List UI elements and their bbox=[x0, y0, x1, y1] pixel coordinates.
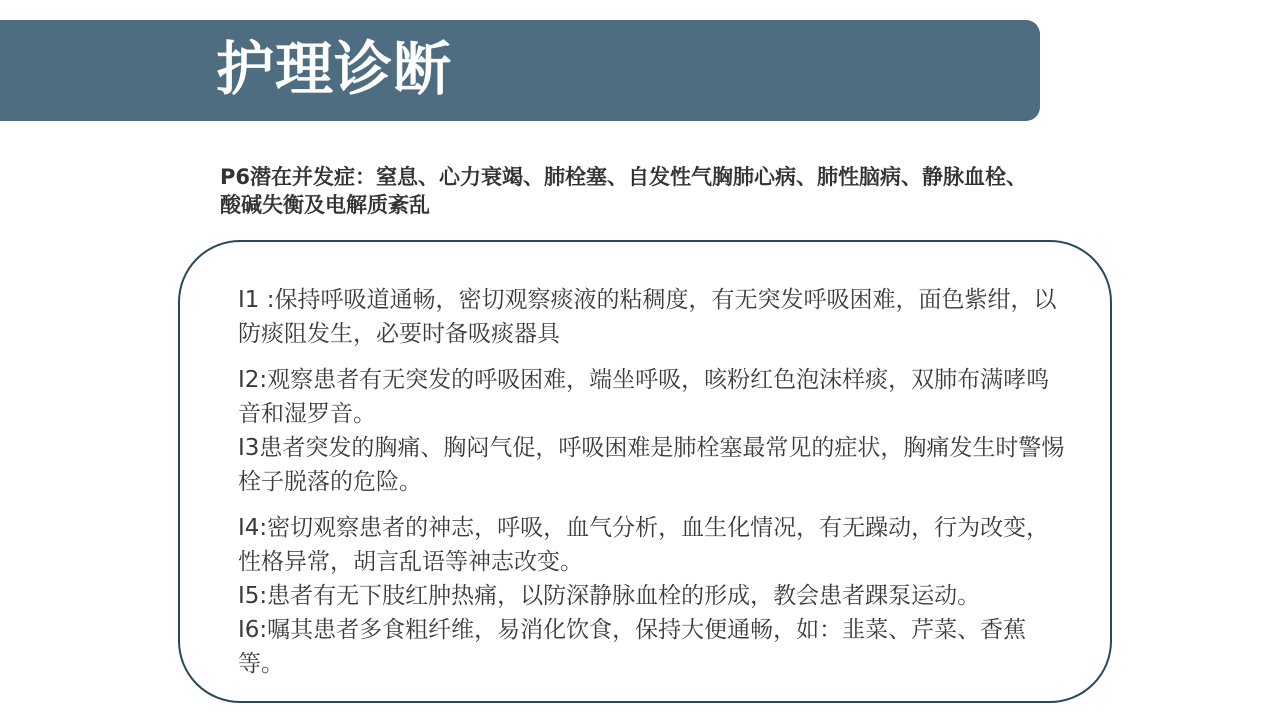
intervention-item-3: I3患者突发的胸痛、胸闷气促，呼吸困难是肺栓塞最常见的症状，胸痛发生时警惕栓子脱落的危险。 bbox=[238, 435, 1065, 495]
slide-title: 护理诊断 bbox=[216, 35, 453, 103]
diagnosis-subtitle: P6潜在并发症：窒息、心力衰竭、肺栓塞、自发性气胸肺心病、肺性脑病、静脉血栓、酸碱失衡及电解质紊乱 bbox=[220, 165, 1027, 217]
intervention-item-5: I5:患者有无下肢红肿热痛，以防深静脉血栓的形成，教会患者踝泵运动。 bbox=[238, 583, 981, 609]
intervention-item-2: I2:观察患者有无突发的呼吸困难，端坐呼吸，咳粉红色泡沫样痰，双肺布满哮鸣音和湿罗音。 bbox=[238, 367, 1050, 427]
intervention-item-1: I1 :保持呼吸道通畅，密切观察痰液的粘稠度，有无突发呼吸困难，面色紫绀，以防痰阻发生，必要时备吸痰器具 bbox=[238, 287, 1057, 347]
intervention-item-4: I4:密切观察患者的神志，呼吸，血气分析，血生化情况，有无躁动，行为改变，性格异常，胡言乱语等神志改变。 bbox=[238, 515, 1050, 575]
title-bar bbox=[0, 20, 1040, 121]
intervention-item-6: I6:嘱其患者多食粗纤维，易消化饮食，保持大便通畅，如：韭菜、芹菜、香蕉等。 bbox=[238, 617, 1027, 677]
interventions-list bbox=[238, 283, 1068, 681]
